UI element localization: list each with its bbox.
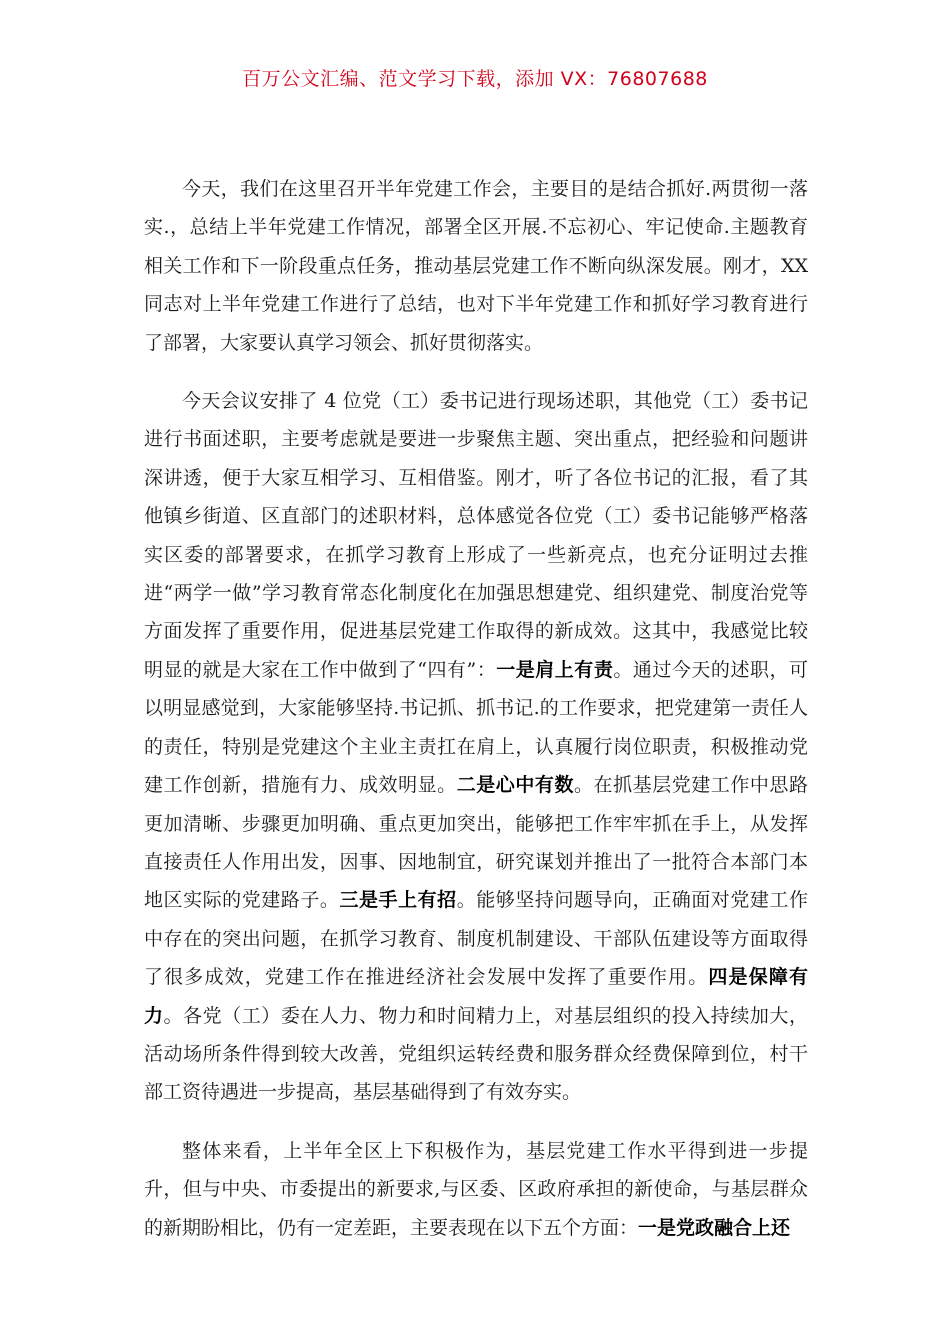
bold-point-2: 二是心中有数 bbox=[456, 774, 574, 797]
bold-point-5: 一是党政融合上还 bbox=[638, 1216, 791, 1239]
text-run: 。在抓基层党建工作中思路更加清晰、步骤更加明确、重点更加突出，能够把工作牢牢抓在手上，从发挥直接责任人作用出发，因事、因地制宜，研究谋划并推出了一批符合本部门本地区实际的党建路子。 bbox=[144, 774, 808, 912]
paragraph-3 bbox=[144, 1132, 808, 1247]
paragraph-2 bbox=[144, 382, 808, 1112]
text-run: 整体来看，上半年全区上下积极作为，基层党建工作水平得到进一步提升，但与中央、市委提出的新要求,与区委、区政府承担的新使命，与基层群众的新期盼相比，仍有一定差距，主要表现在以下五个方面： bbox=[144, 1139, 808, 1239]
bold-point-3: 三是手上有招 bbox=[339, 889, 457, 912]
watermark-header: 百万公文汇编、范文学习下载，添加 VX：76807688 bbox=[242, 68, 708, 90]
text-run: 。通过今天的述职，可以明显感觉到，大家能够坚持.书记抓、抓书记.的工作要求，把党建第一责任人的责任，特别是党建这个主业主责扛在肩上，认真履行岗位职责，积极推动党建工作创新，措施有力、成效明显。 bbox=[144, 658, 808, 797]
text-run: 。能够坚持问题导向，正确面对党建工作中存在的突出问题，在抓学习教育、制度机制建设、干部队伍建设等方面取得了很多成效，党建工作在推进经济社会发展中发挥了重要作用。 bbox=[144, 889, 808, 989]
document-body bbox=[144, 170, 808, 1267]
text-run: 。各党（工）委在人力、物力和时间精力上，对基层组织的投入持续加大，活动场所条件得到较大改善，党组织运转经费和服务群众经费保障到位，村干部工资待遇进一步提高，基层基础得到了有效夯实。 bbox=[144, 1004, 808, 1104]
paragraph-1 bbox=[144, 170, 808, 362]
bold-point-4: 四是保障有力 bbox=[144, 966, 808, 1027]
bold-point-1: 一是肩上有责 bbox=[496, 658, 614, 681]
text-run: 今天会议安排了 4 位党（工）委书记进行现场述职，其他党（工）委书记进行书面述职，主要考虑就是要进一步聚焦主题、突出重点，把经验和问题讲深讲透，便于大家互相学习、互相借鉴。刚才，听了各位书记的汇报，看了其他镇乡街道、区直部门的述职材料，总体感觉各位党（工）委书记能够严格落实区委的部署要求，在抓学习教育上形成了一些新亮点，也充分证明过去推进“两学一做”学习教育常态化制度化在加强思想建党、组织建党、制度治党等方面发挥了重要作用，促进基层党建工作取得的新成效。这其中，我感觉比较明显的就是大家在工作中做到了“四有”： bbox=[144, 390, 808, 681]
text-run: 今天，我们在这里召开半年党建工作会，主要目的是结合抓好.两贯彻一落实.，总结上半年党建工作情况，部署全区开展.不忘初心、牢记使命.主题教育相关工作和下一阶段重点任务，推动基层党建工作不断向纵深发展。刚才，XX同志对上半年党建工作进行了总结，也对下半年党建工作和抓好学习教育进行了部署，大家要认真学习领会、抓好贯彻落实。 bbox=[144, 178, 808, 354]
